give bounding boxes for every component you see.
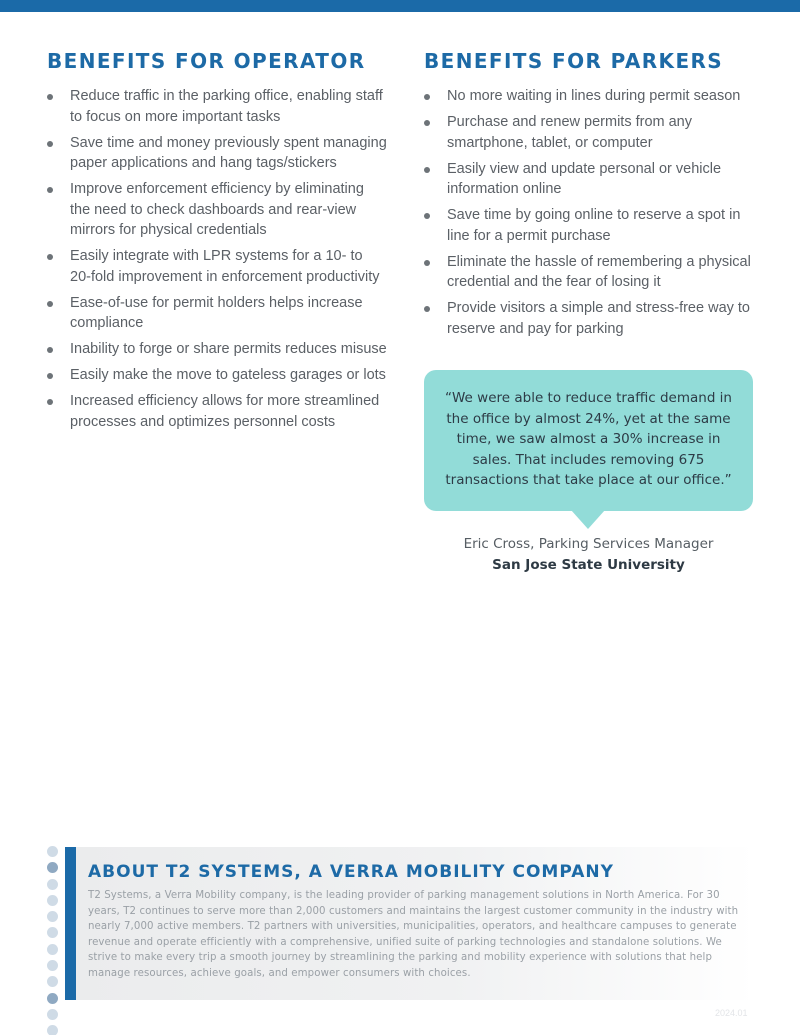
operator-benefit-item: Inability to forge or share permits reduces misuse [47,339,387,360]
parkers-benefits-list [424,86,759,339]
operator-benefit-item: Increased efficiency allows for more streamlined processes and optimizes personnel costs [47,391,387,432]
decorative-dot [47,879,58,890]
parkers-benefits-section [424,48,759,345]
bullet-icon [47,141,53,147]
operator-benefit-item: Improve enforcement efficiency by eliminating the need to check dashboards and rear-view mirrors for physical credentials [47,179,387,241]
decorative-dot [47,976,58,987]
parkers-benefit-item: Save time by going online to reserve a spot in line for a permit purchase [424,205,759,246]
bullet-icon [47,373,53,379]
operator-benefit-item: Save time and money previously spent managing paper applications and hang tags/stickers [47,133,387,174]
bullet-icon [47,187,53,193]
decorative-dot [47,846,58,857]
decorative-dot-column [47,846,59,1035]
decorative-dot [47,927,58,938]
testimonial-quote-text: “We were able to reduce traffic demand in the office by almost 24%, yet at the same time, we saw almost a 30% increase in sales. That includes removing 675 transactions that take place at our office.” [445,390,732,488]
document-version-code: 2024.01 [715,1008,748,1018]
operator-benefit-item: Easily make the move to gateless garages or lots [47,365,387,386]
bullet-icon [47,347,53,353]
decorative-dot [47,1009,58,1020]
about-company-title: ABOUT T2 SYSTEMS, A VERRA MOBILITY COMPANY [88,862,614,882]
operator-benefits-heading: BENEFITS FOR OPERATOR [47,49,366,73]
bullet-icon [47,254,53,260]
decorative-dot [47,960,58,971]
testimonial-organization: San Jose State University [492,557,685,573]
bullet-icon [424,120,430,126]
bullet-icon [424,260,430,266]
testimonial-quote-box [424,370,753,511]
decorative-dot [47,1025,58,1035]
parkers-benefit-item: Purchase and renew permits from any smartphone, tablet, or computer [424,112,759,153]
decorative-dot [47,993,58,1004]
operator-benefits-list [47,86,387,432]
parkers-benefit-item: No more waiting in lines during permit season [424,86,759,107]
decorative-dot [47,944,58,955]
bullet-icon [47,301,53,307]
operator-benefit-item: Easily integrate with LPR systems for a 10- to 20-fold improvement in enforcement productivity [47,246,387,287]
about-company-body: T2 Systems, a Verra Mobility company, is the leading provider of parking management solutions in North America. For 30 years, T2 continues to serve more than 2,000 customers and maintains the largest customer community in the industry with nearly 7,000 active members. T2 partners with universities, municipalities, operators, and healthcare campuses to generate revenue and operate efficiently with a comprehensive, unified suite of parking technologies and standalone solutions. We strive to make every trip a smooth journey by streamlining the parking and mobility experience with solutions that help manage resources, achieve goals, and empower consumers with choices. [88,890,739,979]
top-brand-bar [0,0,800,12]
parkers-benefit-item: Easily view and update personal or vehicle information online [424,159,759,200]
quote-bubble-tail [571,510,605,529]
parkers-benefit-item: Eliminate the hassle of remembering a physical credential and the fear of losing it [424,252,759,293]
bullet-icon [47,399,53,405]
parkers-benefit-item: Provide visitors a simple and stress-free way to reserve and pay for parking [424,298,759,339]
bullet-icon [424,94,430,100]
bullet-icon [424,167,430,173]
bullet-icon [424,213,430,219]
bullet-icon [424,306,430,312]
operator-benefit-item: Ease-of-use for permit holders helps increase compliance [47,293,387,334]
decorative-dot [47,911,58,922]
operator-benefit-item: Reduce traffic in the parking office, enabling staff to focus on more important tasks [47,86,387,127]
decorative-dot [47,895,58,906]
decorative-dot [47,862,58,873]
bullet-icon [47,94,53,100]
testimonial-attribution [424,534,753,575]
testimonial-author: Eric Cross, Parking Services Manager [463,536,714,552]
about-company-panel [65,847,755,1000]
operator-benefits-section [47,48,387,438]
parkers-benefits-heading: BENEFITS FOR PARKERS [424,49,724,73]
